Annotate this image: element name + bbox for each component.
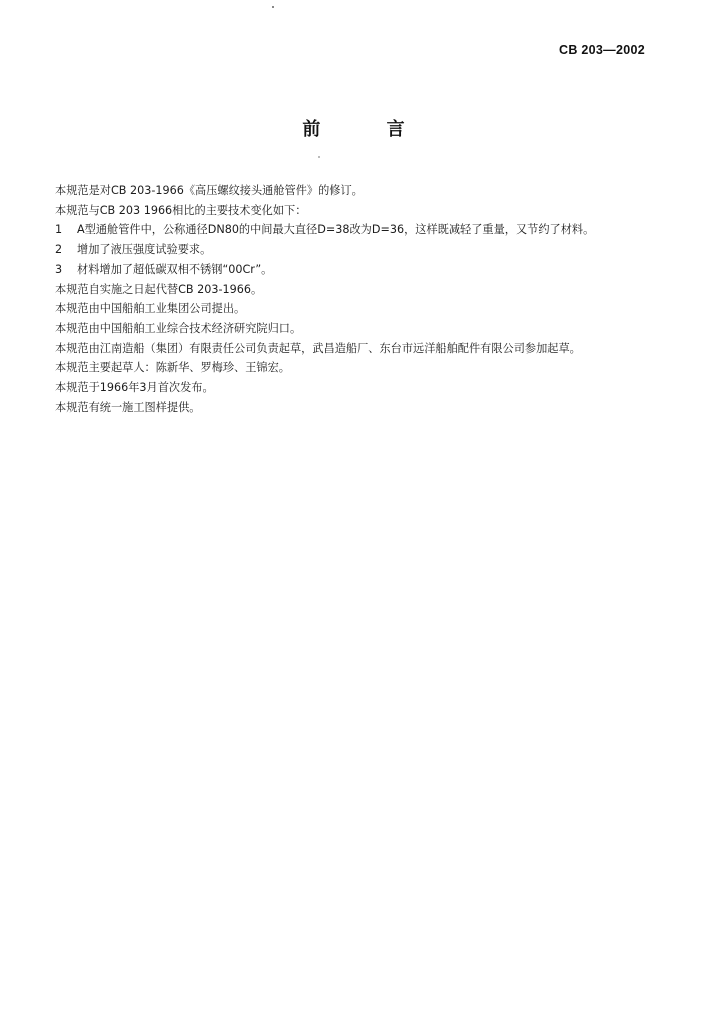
change-item-text: 材料增加了超低碳双相不锈钢“00Cr”。 (77, 262, 273, 276)
standard-code: CB 203—2002 (559, 43, 645, 57)
foreword-body (28, 181, 648, 417)
change-item-text: A型通舱管件中，公称通径DN80的中间最大直径D=38改为D=36，这样既减轻了重量，又节约了材料。 (77, 223, 595, 237)
scan-speck (272, 6, 274, 8)
paragraph-supersedes: 本规范自实施之日起代替CB 203-1966。 (55, 282, 263, 296)
paragraph-proposer: 本规范由中国船舶工业集团公司提出。 (55, 302, 246, 316)
change-item (28, 220, 648, 240)
change-item-number: 1 (55, 223, 63, 237)
page-title: 前 言 (302, 119, 435, 140)
scan-speck (318, 156, 320, 158)
paragraph-first-issue: 本规范于1966年3月首次发布。 (55, 381, 214, 395)
paragraph-responsible: 本规范由中国船舶工业综合技术经济研究院归口。 (55, 321, 302, 335)
paragraph-drafters: 本规范主要起草人：陈新华、罗梅珍、王锦宏。 (55, 361, 290, 375)
paragraph-changes-intro: 本规范与CB 203 1966相比的主要技术变化如下： (55, 203, 307, 217)
change-item (28, 260, 648, 280)
change-item (28, 240, 648, 260)
paragraph-drafting-units: 本规范由江南造船（集团）有限责任公司负责起草，武昌造船厂、东台市远洋船舶配件有限公司参加起草。 (55, 341, 581, 355)
change-item-number: 3 (55, 262, 63, 276)
change-item-text: 增加了液压强度试验要求。 (77, 243, 212, 257)
paragraph-drawings: 本规范有统一施工图样提供。 (55, 400, 201, 414)
paragraph-revision: 本规范是对CB 203-1966《高压螺纹接头通舱管件》的修订。 (55, 184, 363, 197)
change-item-number: 2 (55, 243, 63, 257)
